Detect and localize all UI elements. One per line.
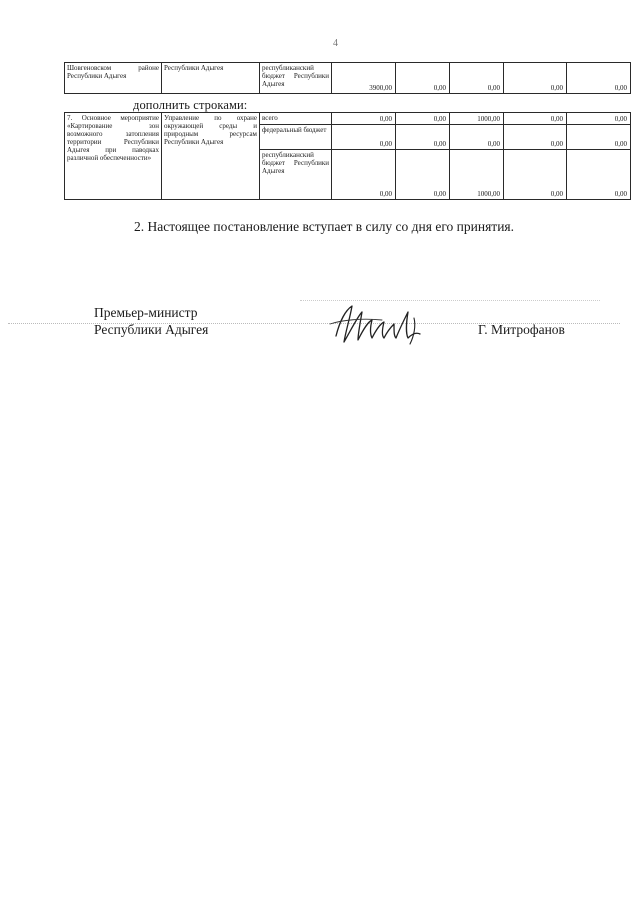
table-row	[65, 113, 631, 125]
table-cell-value: 0,00	[567, 63, 631, 94]
table-cell-value: 1000,00	[450, 113, 504, 125]
budget-table-continued	[64, 62, 631, 94]
page-number: 4	[333, 38, 338, 49]
table-cell-source: федеральный бюджет	[260, 125, 332, 150]
table-cell-value: 0,00	[504, 63, 567, 94]
table-cell-executor: Управление по охране окружающей среды и природным ресурсам Республики Адыгея	[162, 113, 260, 200]
table-cell-value: 0,00	[396, 63, 450, 94]
handwritten-signature	[322, 298, 432, 348]
signer-title-line1: Премьер-министр	[94, 305, 198, 320]
table-cell-source: республиканский бюджет Республики Адыгея	[260, 150, 332, 200]
table-cell-source: республиканский бюджет Республики Адыгея	[260, 63, 332, 94]
table-row	[65, 63, 631, 94]
table-cell-value: 0,00	[332, 113, 396, 125]
table-cell-value: 0,00	[504, 125, 567, 150]
table-cell-value: 0,00	[396, 150, 450, 200]
table-cell-value: 0,00	[504, 150, 567, 200]
table-cell-value: 0,00	[567, 150, 631, 200]
table-cell-value: 0,00	[396, 125, 450, 150]
table-cell-value: 0,00	[332, 125, 396, 150]
table-cell-value: 1000,00	[450, 150, 504, 200]
table-cell-value: 0,00	[332, 150, 396, 200]
table-cell-district: Шовгеновском районе Республики Адыгея	[65, 63, 162, 94]
table-cell-value: 0,00	[450, 63, 504, 94]
budget-table-new-rows	[64, 112, 631, 200]
table-cell-value: 0,00	[567, 125, 631, 150]
resolution-paragraph: 2. Настоящее постановление вступает в силу со дня его принятия.	[134, 219, 515, 234]
table-cell-value: 0,00	[567, 113, 631, 125]
table-cell-value: 0,00	[450, 125, 504, 150]
signer-title-line2: Республики Адыгея	[94, 322, 209, 337]
table-cell-executor: Республики Адыгея	[162, 63, 260, 94]
table-cell-measure: 7. Основное мероприятие «Картирование зон возможного затопления территории Республики Адыгея при паводках различной обеспеченности»	[65, 113, 162, 200]
table-cell-value: 3900,00	[332, 63, 396, 94]
add-rows-caption: дополнить строками:	[133, 98, 248, 112]
table-cell-value: 0,00	[396, 113, 450, 125]
signer-name: Г. Митрофанов	[478, 322, 565, 337]
table-cell-source: всего	[260, 113, 332, 125]
table-cell-value: 0,00	[504, 113, 567, 125]
